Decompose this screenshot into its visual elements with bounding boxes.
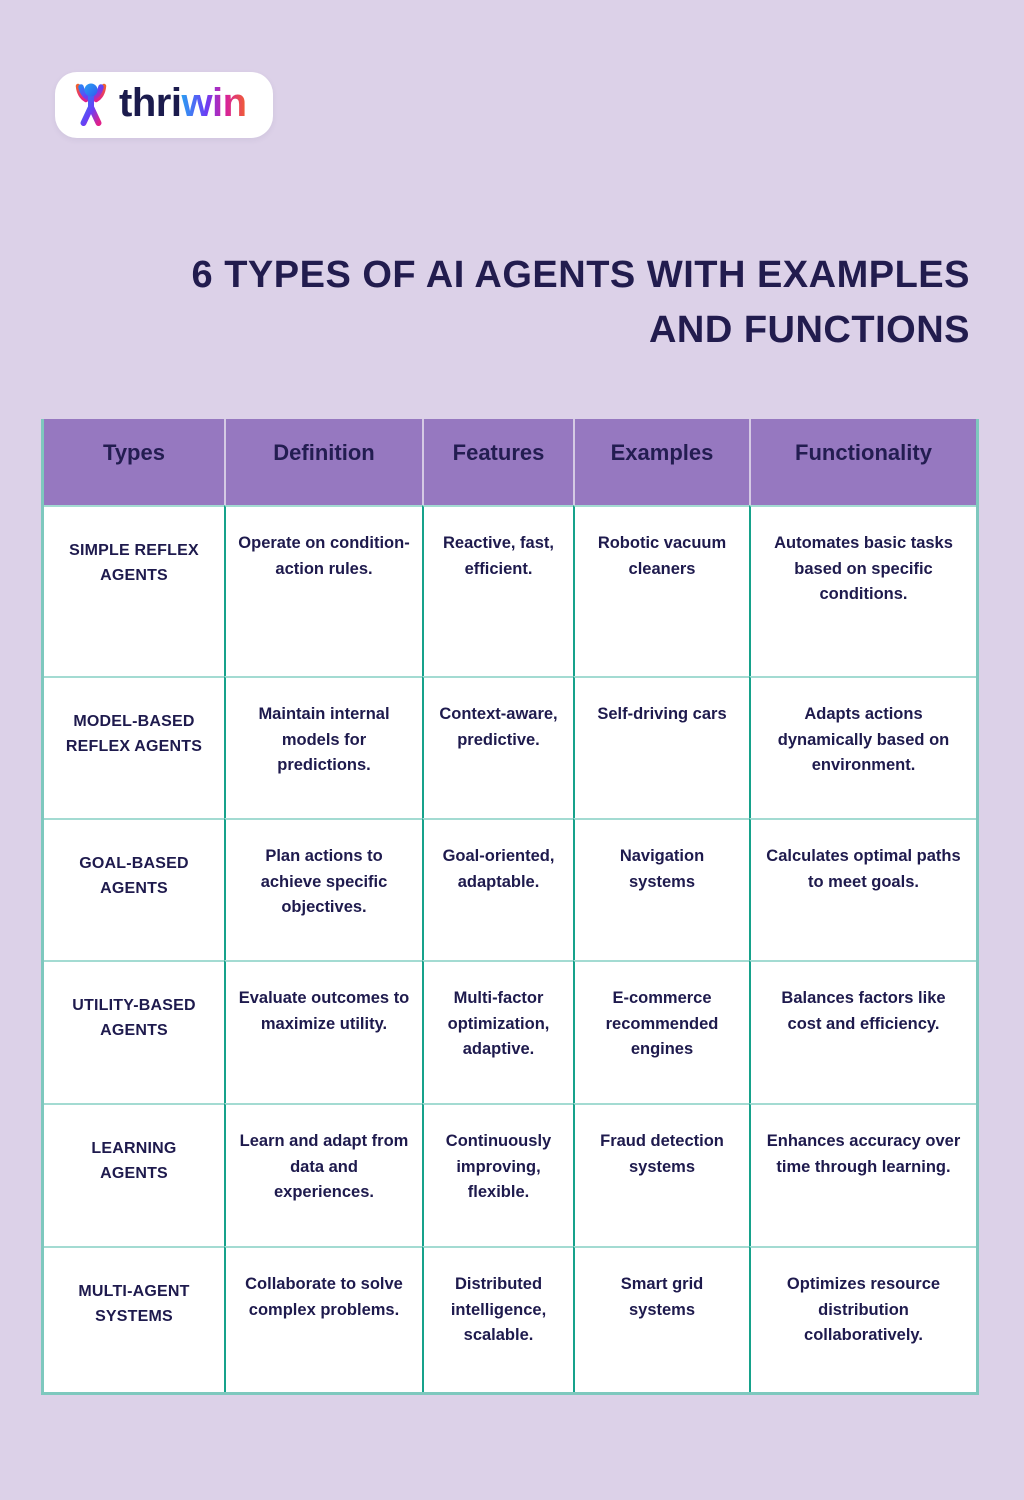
cell-examples-model-based: Self-driving cars xyxy=(573,676,749,818)
cell-examples-multi-agent: Smart grid systems xyxy=(573,1246,749,1392)
cell-definition-simple-reflex: Operate on condition-action rules. xyxy=(224,505,422,676)
cell-features-utility-based: Multi-factor optimization, adaptive. xyxy=(422,960,573,1103)
column-header-examples: Examples xyxy=(573,419,749,505)
brand-text-prefix: thri xyxy=(119,81,182,125)
cell-type-model-based: MODEL-BASED REFLEX AGENTS xyxy=(44,676,224,818)
cell-features-model-based: Context-aware, predictive. xyxy=(422,676,573,818)
column-header-features: Features xyxy=(422,419,573,505)
cell-examples-learning: Fraud detection systems xyxy=(573,1103,749,1246)
cell-functionality-multi-agent: Optimizes resource distribution collaboratively. xyxy=(749,1246,976,1392)
person-celebrating-icon xyxy=(73,82,109,128)
cell-examples-utility-based: E-commerce recommended engines xyxy=(573,960,749,1103)
cell-type-learning: LEARNING AGENTS xyxy=(44,1103,224,1246)
cell-definition-model-based: Maintain internal models for predictions. xyxy=(224,676,422,818)
cell-features-multi-agent: Distributed intelligence, scalable. xyxy=(422,1246,573,1392)
cell-type-utility-based: UTILITY-BASED AGENTS xyxy=(44,960,224,1103)
cell-functionality-goal-based: Calculates optimal paths to meet goals. xyxy=(749,818,976,960)
cell-functionality-utility-based: Balances factors like cost and efficiency. xyxy=(749,960,976,1103)
ai-agents-table xyxy=(41,419,979,1395)
brand-text-suffix: win xyxy=(181,81,247,125)
column-header-functionality: Functionality xyxy=(749,419,976,505)
column-header-definition: Definition xyxy=(224,419,422,505)
cell-examples-simple-reflex: Robotic vacuum cleaners xyxy=(573,505,749,676)
cell-features-goal-based: Goal-oriented, adaptable. xyxy=(422,818,573,960)
cell-functionality-learning: Enhances accuracy over time through learning. xyxy=(749,1103,976,1246)
thriwin-logo xyxy=(55,72,273,138)
cell-functionality-simple-reflex: Automates basic tasks based on specific conditions. xyxy=(749,505,976,676)
cell-definition-learning: Learn and adapt from data and experiences. xyxy=(224,1103,422,1246)
column-header-types: Types xyxy=(44,419,224,505)
page-title: 6 TYPES OF AI AGENTS WITH EXAMPLES AND FUNCTIONS xyxy=(191,254,970,352)
cell-type-goal-based: GOAL-BASED AGENTS xyxy=(44,818,224,960)
cell-examples-goal-based: Navigation systems xyxy=(573,818,749,960)
cell-definition-utility-based: Evaluate outcomes to maximize utility. xyxy=(224,960,422,1103)
cell-type-multi-agent: MULTI-AGENT SYSTEMS xyxy=(44,1246,224,1392)
cell-features-simple-reflex: Reactive, fast, efficient. xyxy=(422,505,573,676)
cell-definition-multi-agent: Collaborate to solve complex problems. xyxy=(224,1246,422,1392)
brand-wordmark xyxy=(119,83,247,127)
cell-definition-goal-based: Plan actions to achieve specific objectives. xyxy=(224,818,422,960)
cell-type-simple-reflex: SIMPLE REFLEX AGENTS xyxy=(44,505,224,676)
cell-features-learning: Continuously improving, flexible. xyxy=(422,1103,573,1246)
cell-functionality-model-based: Adapts actions dynamically based on environment. xyxy=(749,676,976,818)
